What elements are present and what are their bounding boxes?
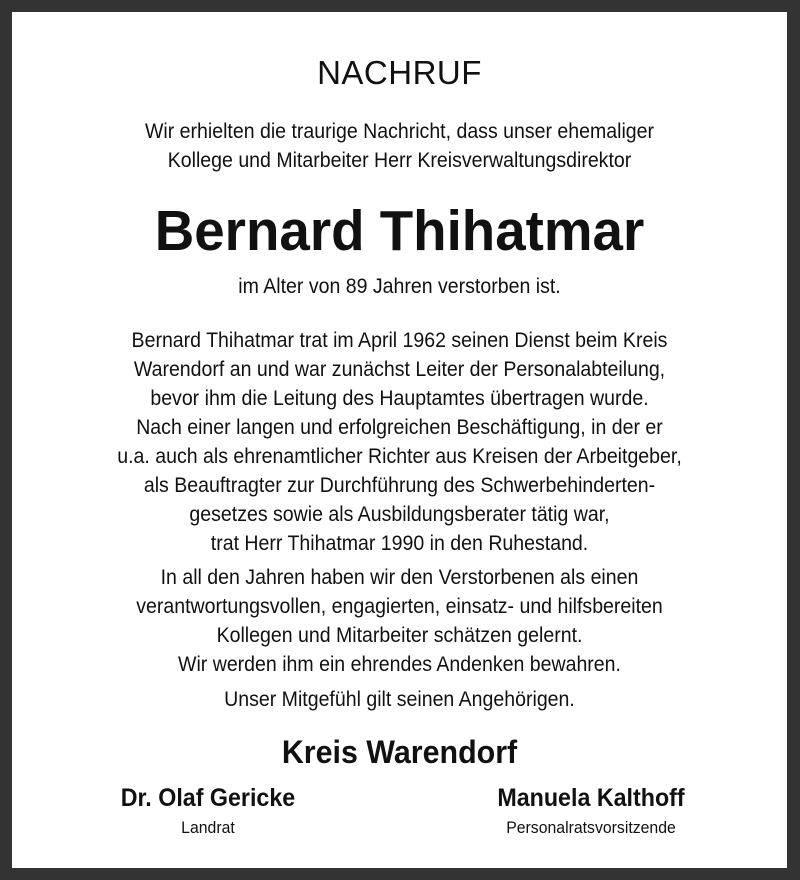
biography-line: Bernard Thihatmar trat im April 1962 seinen Dienst beim Kreis: [131, 329, 668, 352]
deceased-name: Bernard Thihatmar: [154, 199, 645, 263]
intro-line: Wir erhielten die traurige Nachricht, dass unser ehemaliger: [144, 120, 655, 143]
biography-line: bevor ihm die Leitung des Hauptamtes übertragen wurde.: [150, 387, 649, 410]
intro-line: Kollege und Mitarbeiter Herr Kreisverwaltungsdirektor: [167, 149, 632, 172]
biography-line: Warendorf an und war zunächst Leiter der Personalabteilung,: [133, 358, 666, 381]
biography-line: als Beauftragter zur Durchführung des Schwerbehinderten-: [143, 474, 656, 497]
condolence-line: Unser Mitgefühl gilt seinen Angehörigen.: [224, 688, 575, 711]
tribute-line: Wir werden ihm ein ehrendes Andenken bewahren.: [178, 653, 621, 676]
signatory-name: Manuela Kalthoff: [497, 784, 685, 812]
signatory-name: Dr. Olaf Gericke: [120, 784, 296, 812]
tribute-line: verantwortungsvollen, engagierten, einsatz- und hilfsbereiten: [136, 595, 663, 618]
notice-title: NACHRUF: [317, 54, 482, 91]
organization-name: Kreis Warendorf: [281, 734, 518, 770]
tribute-line: Kollegen und Mitarbeiter schätzen gelernt.: [216, 624, 583, 647]
tribute-line: In all den Jahren haben wir den Verstorbenen als einen: [160, 566, 639, 589]
obituary-notice: [12, 12, 787, 868]
biography-line: u.a. auch als ehrenamtlicher Richter aus Kreisen der Arbeitgeber,: [117, 445, 682, 468]
biography-line: trat Herr Thihatmar 1990 in den Ruhestand.: [210, 532, 589, 555]
biography-line: gesetzes sowie als Ausbildungsberater tätig war,: [189, 503, 610, 526]
age-line: im Alter von 89 Jahren verstorben ist.: [238, 275, 561, 298]
biography-line: Nach einer langen und erfolgreichen Beschäftigung, in der er: [136, 416, 663, 439]
signatory-role: Landrat: [181, 818, 235, 837]
signatory-role: Personalratsvorsitzende: [506, 818, 676, 837]
